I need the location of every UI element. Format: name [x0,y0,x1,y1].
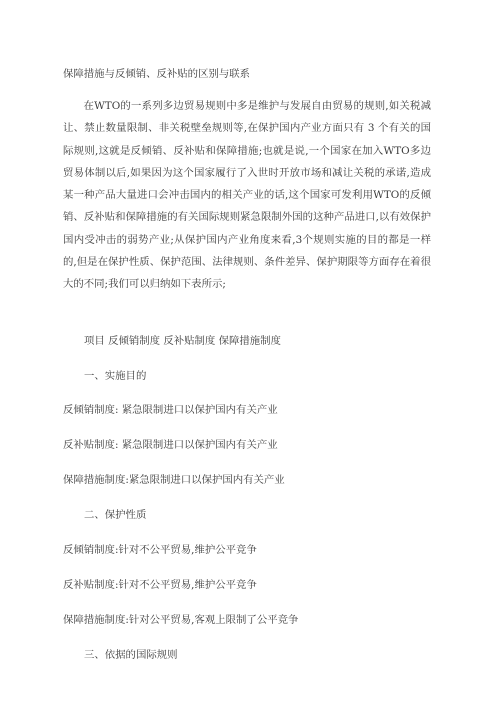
section-heading-nature: 二、保护性质 [84,509,147,521]
purpose-row-safeguard: 保障措施制度:紧急限制进口以保护国内有关产业 [63,474,285,486]
nature-row-antidumping: 反倾销制度:针对不公平贸易,维护公平竞争 [63,544,257,556]
table-header-row: 项目 反倾销制度 反补贴制度 保障措施制度 [84,335,281,347]
document-title: 保障措施与反倾销、反补贴的区别与联系 [63,68,251,80]
nature-row-safeguard: 保障措施制度:针对公平贸易,客观上限制了公平竞争 [63,614,299,626]
section-heading-purpose: 一、实施目的 [84,370,147,382]
purpose-row-antidumping: 反倾销制度: 紧急限制进口以保护国内有关产业 [63,404,278,416]
purpose-row-countervailing: 反补贴制度: 紧急限制进口以保护国内有关产业 [63,439,278,451]
nature-row-countervailing: 反补贴制度:针对不公平贸易,维护公平竞争 [63,579,257,591]
intro-paragraph: 在WTO的一系列多边贸易规则中多是维护与发展自由贸易的规则,如关税减让、禁止数量限制、非关税壁垒规则等,在保护国内产业方面只有 3 个有关的国际规则,这就是反倾销、反补贴和保障措施;也就是说,一个国家在加入WTO多边贸易体制以后,如果因为这个国家履行了入世时开放市场和减让关税的承诺,造成某一种产品大量进口会冲击国内的相关产业的话,这个国家可发利用WTO的反倾销、反补贴和保障措施的有关国际规则紧急限制外国的这种产品进口,以有效保护国内受冲击的弱势产业;从保护国内产业角度来看,3个规则实施的目的都是一样的,但是在保护性质、保护范围、法律规则、条件差异、保护期限等方面存在着很大的不同;我们可以归纳如下表所示; [63,100,431,291]
section-heading-rules: 三、依据的国际规则 [84,649,178,661]
